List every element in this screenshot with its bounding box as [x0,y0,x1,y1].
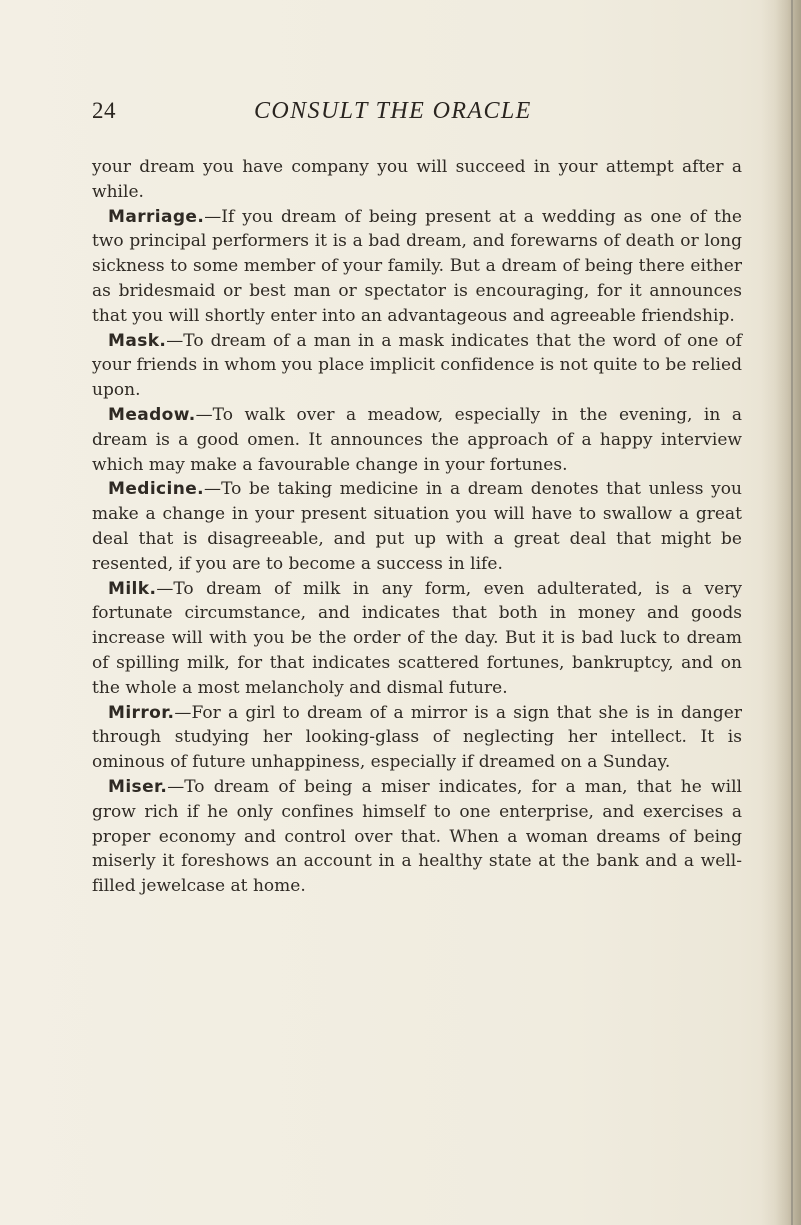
page-edge-line [791,0,793,1225]
page-header [92,98,742,132]
entry-text: —To be taking medicine in a dream denotes that unless you make a change in your present situation you will have to swallow a great deal that is disagreeable, and put up with a great deal that might be resented, if you are to become a success in life. [92,479,742,574]
entry-term: Medicine. [108,479,205,500]
entry-term: Marriage. [108,206,205,227]
entry-milk [92,577,742,701]
page-edge-shadow [761,0,801,1225]
entry-text: —If you dream of being present at a wedding as one of the two principal performers it is a bad dream, and forewarns of death or long sickness to some member of your family. But a dream of being there either as bridesmaid or best man or spectator is encouraging, for it announces that you will shortly enter into an advantageous and agreeable friendship. [92,206,742,326]
entry-term: Milk. [108,578,157,599]
entry-term: Miser. [108,776,168,797]
page-body [92,155,742,899]
entry-marriage [92,205,742,329]
entry-medicine [92,477,742,576]
entry-mask [92,329,742,403]
entry-text: —To walk over a meadow, especially in the evening, in a dream is a good omen. It announces the approach of a happy interview which may make a favourable change in your fortunes. [92,404,742,475]
entry-text: —To dream of milk in any form, even adulterated, is a very fortunate circumstance, and indicates that both in money and goods increase will with you be the order of the day. But it is bad luck to dream of spilling milk, for that indicates scattered fortunes, bankruptcy, and on the whole a most melancholy and dismal future. [92,578,742,698]
entry-text: —To dream of being a miser indicates, for a man, that he will grow rich if he only confines himself to one enterprise, and exercises a proper economy and control over that. When a woman dreams of being miserly it foreshows an account in a healthy state at the bank and a well-filled jewelcase at home. [92,776,742,897]
entry-meadow [92,403,742,477]
entry-text: —To dream of a man in a mask indicates that the word of one of your friends in whom you place implicit confidence is not quite to be relied upon. [92,330,742,401]
entry-term: Mirror. [108,702,175,723]
running-title: CONSULT THE ORACLE [254,98,532,124]
entry-mirror [92,701,742,775]
paragraph-text: your dream you have company you will succeed in your attempt after a while. [92,157,742,202]
entry-term: Meadow. [108,404,196,425]
entry-miser [92,775,742,899]
entry-text: —For a girl to dream of a mirror is a sign that she is in danger through studying her looking-glass of neglecting her intellect. It is ominous of future unhappiness, especially if dreamed on a Sunday. [92,702,742,773]
entry-term: Mask. [108,330,167,351]
paragraph-continuation [92,155,742,205]
page-number: 24 [92,98,116,123]
